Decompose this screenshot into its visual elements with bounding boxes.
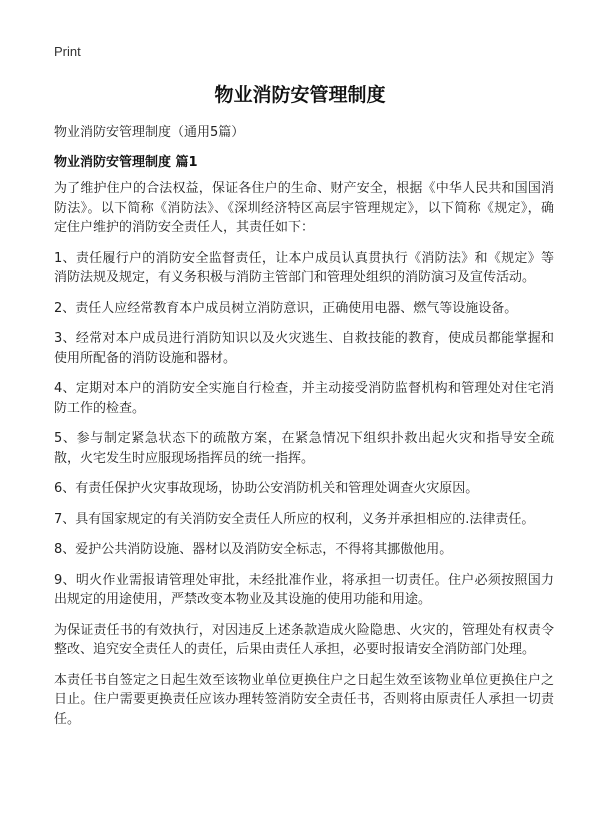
paragraph-item-1: 1、责任履行户的消防安全监督责任，让本户成员认真贯执行《消防法》和《规定》等消防法规及规定，有义务积极与消防主管部门和管理处组织的消防演习及宣传活动。 xyxy=(54,250,554,285)
document-body xyxy=(54,179,554,740)
section-heading: 物业消防安管理制度 篇1 xyxy=(54,155,198,170)
paragraph-enforcement: 为保证责任书的有效执行，对因违反上述条款造成火险隐患、火灾的，管理处有权责令整改、追究安全责任人的责任，后果由责任人承担，必要时报请安全消防部门处理。 xyxy=(54,622,554,657)
page-title: 物业消防安管理制度 xyxy=(214,84,386,106)
print-label[interactable]: Print xyxy=(54,44,81,59)
paragraph-item-4: 4、定期对本户的消防安全实施自行检查，并主动接受消防监督机构和管理处对住宅消防工作的检查。 xyxy=(54,381,554,416)
paragraph-item-5: 5、参与制定紧急状态下的疏散方案，在紧急情况下组织扑救出起火灾和指导安全疏散，火宅发生时应服现场指挥员的统一指挥。 xyxy=(54,431,554,466)
paragraph-intro: 为了维护住户的合法权益，保证各住户的生命、财产安全，根据《中华人民共和国国消防法》。以下简称《消防法》、《深圳经济特区高层宇管理规定》，以下简称《规定》，确定住户维护的消防安全责任人，其责任如下： xyxy=(54,181,554,235)
paragraph-item-9: 9、明火作业需报请管理处审批，未经批准作业，将承担一切责任。住户必须按照国力出规定的用途使用，严禁改变本物业及其设施的使用功能和用途。 xyxy=(54,572,554,607)
paragraph-item-3: 3、经常对本户成员进行消防知识以及火灾逃生、自救技能的教育，使成员都能掌握和使用所配备的消防设施和器材。 xyxy=(54,331,554,366)
paragraph-item-6: 6、有责任保护火灾事故现场，协助公安消防机关和管理处调查火灾原因。 xyxy=(54,481,479,496)
paragraph-validity: 本责任书自签定之日起生效至该物业单位更换住户之日起生效至该物业单位更换住户之日止。住户需要更换责任应该办理转签消防安全责任书，否则将由原责任人承担一切责任。 xyxy=(54,672,554,727)
paragraph-item-2: 2、责任人应经常教育本户成员树立消防意识，正确使用电器、燃气等设施设备。 xyxy=(54,300,518,316)
paragraph-item-7: 7、具有国家规定的有关消防安全责任人所应的权利，义务并承担相应的.法律责任。 xyxy=(54,511,535,527)
document-subtitle: 物业消防安管理制度（通用5篇） xyxy=(54,125,245,140)
paragraph-item-8: 8、爱护公共消防设施、器材以及消防安全标志，不得将其挪傲他用。 xyxy=(54,542,453,557)
